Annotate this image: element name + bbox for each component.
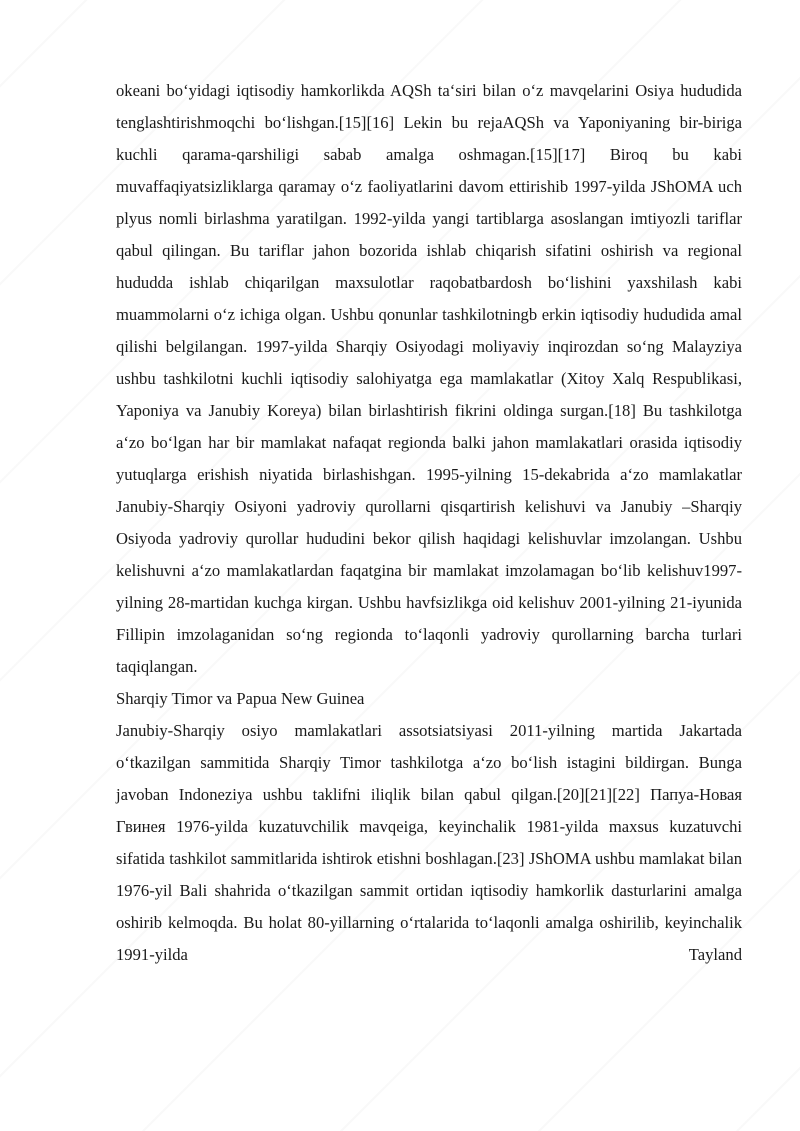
section-heading: Sharqiy Timor va Papua New Guinea <box>116 689 365 708</box>
paragraph-asean-economic-cooperation: okeani bo‘yidagi iqtisodiy hamkorlikda AQSh ta‘siri bilan o‘z mavqelarini Osiya hududida tenglashtirishmoqchi bo‘lishgan.[15][16] Lekin bu rejaAQSh va Yaponiyaning bir-biriga kuchli qarama-qarshiligi sabab amalga oshmagan.[15][17] Biroq bu kabi muvaffaqiyatsizliklarga qaramay o‘z faoliyatlarini davom ettirishib 1997-yilda JShOMA uch plyus nomli birlashma yaratilgan. 1992-yilda yangi tartiblarga asoslangan imtiyozli tariflar qabul qilingan. Bu tariflar jahon bozorida ishlab chiqarish sifatini oshirish va regional hududda ishlab chiqarilgan maxsulotlar raqobatbardosh bo‘lishini yaxshilash kabi muammolarni o‘z ichiga olgan. Ushbu qonunlar tashkilotningb erkin iqtisodiy hududida amal qilishi belgilangan. 1997-yilda Sharqiy Osiyodagi moliyaviy inqirozdan so‘ng Malayziya ushbu tashkilotni kuchli iqtisodiy salohiyatga ega mamlakatlar (Xitoy Xalq Respublikasi, Yaponiya va Janubiy Koreya) bilan birlashtirish fikrini oldinga surgan.[18] Bu tashkilotga a‘zo bo‘lgan har bir mamlakat nafaqat regionda balki jahon mamlakatlari orasida iqtisodiy yutuqlarga erishish niyatida birlashishgan. 1995-yilning 15-dekabrida a‘zo mamlakatlar Janubiy-Sharqiy Osiyoni yadroviy qurollarni qisqartirish kelishuvi va Janubiy –Sharqiy Osiyoda yadroviy qurollar hududini bekor qilish haqidagi kelishuvlar imzolangan. Ushbu kelishuvni a‘zo mamlakatlardan faqatgina bir mamlakat imzolamagan bo‘lib kelishuv1997-yilning 28-martidan kuchga kirgan. Ushbu havfsizlikga oid kelishuv 2001-yilning 21-iyunida Fillipin imzolaganidan so‘ng regionda to‘laqonli yadroviy qurollarning barcha turlari taqiqlangan. <box>116 81 742 676</box>
paragraph-east-timor-papua: Janubiy-Sharqiy osiyo mamlakatlari assotsiatsiyasi 2011-yilning martida Jakartada o‘tkazilgan sammitida Sharqiy Timor tashkilotga a‘zo bo‘lish istagini bildirgan. Bunga javoban Indoneziya ushbu taklifni iliqlik bilan qabul qilgan.[20][21][22] Папуа-Новая Гвинея 1976-yilda kuzatuvchilik mavqeiga, keyinchalik 1981-yilda maxsus kuzatuvchi sifatida tashkilot sammitlarida ishtirok etishni boshlagan.[23] JShOMA ushbu mamlakat bilan 1976-yil Bali shahrida o‘tkazilgan sammit ortidan iqtisodiy hamkorlik dasturlarini amalga oshirib kelmoqda. Bu holat 80-yillarning o‘rtalarida to‘laqonli amalga oshirilib, keyinchalik 1991-yilda Tayland <box>116 721 742 964</box>
document-body <box>116 75 742 971</box>
